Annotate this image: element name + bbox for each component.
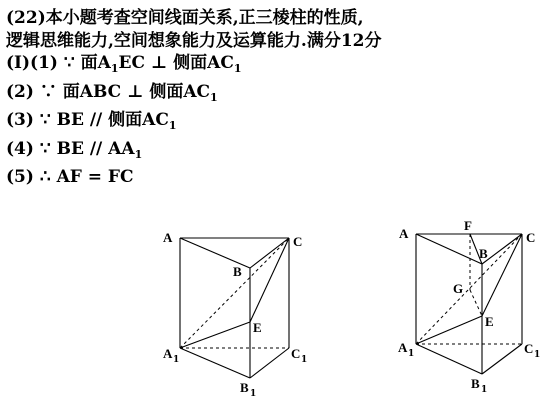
step-2-text: 面ABC ⊥ 侧面AC bbox=[62, 81, 211, 102]
prism-figure-1 bbox=[163, 230, 307, 399]
label-C1: C bbox=[291, 346, 301, 361]
label-A: A bbox=[163, 230, 173, 245]
label-G: G bbox=[453, 281, 464, 296]
label-E: E bbox=[253, 320, 262, 335]
step-1-text-2: EC ⊥ 侧面AC bbox=[118, 53, 234, 73]
hidden-segment-A1C bbox=[180, 238, 289, 348]
hidden-segment-GE bbox=[470, 290, 482, 316]
label-B: B bbox=[233, 264, 242, 279]
step-3-subscript: 1 bbox=[168, 119, 177, 132]
step-4-subscript: 1 bbox=[134, 147, 143, 161]
step-5-text: AF = FC bbox=[56, 167, 134, 187]
label-A1: A bbox=[398, 340, 408, 355]
label-C1: C bbox=[524, 341, 534, 356]
step-5-number: (5) bbox=[6, 167, 34, 187]
step-2-subscript: 1 bbox=[210, 90, 218, 104]
step-1-text: 面A bbox=[80, 53, 111, 73]
prism-figure-2 bbox=[398, 218, 540, 395]
label-A1-subscript: 1 bbox=[408, 349, 415, 359]
edge-A1B1 bbox=[416, 344, 482, 374]
label-C: C bbox=[293, 234, 303, 249]
segment-A1E bbox=[180, 322, 250, 348]
label-E: E bbox=[485, 314, 494, 329]
label-B1: B bbox=[471, 376, 480, 391]
because-symbol: ∵ bbox=[39, 138, 51, 159]
label-A1-subscript: 1 bbox=[173, 355, 180, 365]
because-symbol: ∵ bbox=[63, 53, 75, 73]
label-A: A bbox=[399, 226, 409, 241]
step-4-text: BE // AA bbox=[56, 138, 135, 159]
because-symbol: ∵ bbox=[39, 110, 51, 130]
header-line-1: (22)本小题考查空间线面关系,正三棱柱的性质, bbox=[6, 8, 364, 28]
step-1-subscript-2: 1 bbox=[233, 62, 242, 75]
edge-B1C1 bbox=[250, 348, 289, 378]
label-C1-subscript: 1 bbox=[301, 355, 308, 365]
edge-BC bbox=[482, 234, 522, 264]
step-2-number: (2) bbox=[6, 81, 34, 102]
label-B1-subscript: 1 bbox=[481, 385, 488, 395]
therefore-symbol: ∴ bbox=[39, 167, 51, 187]
label-B: B bbox=[479, 246, 488, 261]
header-line-2: 逻辑思维能力,空间想象能力及运算能力.满分12分 bbox=[6, 30, 382, 51]
because-symbol: ∵ bbox=[39, 81, 57, 102]
label-C: C bbox=[526, 230, 536, 245]
label-F: F bbox=[464, 218, 472, 233]
step-1-number: (I)(1) bbox=[6, 53, 58, 73]
step-1-subscript: 1 bbox=[110, 62, 119, 75]
segment-EC bbox=[482, 234, 522, 316]
step-3-text: BE // 侧面AC bbox=[56, 110, 169, 130]
segment-A1E bbox=[416, 316, 482, 344]
hidden-segment-A1C bbox=[416, 234, 522, 344]
step-4-number: (4) bbox=[6, 138, 34, 159]
label-B1: B bbox=[240, 380, 249, 395]
edge-BC bbox=[250, 238, 289, 268]
edge-B1C1 bbox=[482, 344, 522, 374]
segment-EC bbox=[250, 238, 289, 322]
label-A1: A bbox=[163, 346, 173, 361]
label-B1-subscript: 1 bbox=[250, 389, 257, 399]
label-C1-subscript: 1 bbox=[534, 350, 541, 360]
step-3-number: (3) bbox=[6, 110, 34, 130]
edge-A1B1 bbox=[180, 348, 250, 378]
